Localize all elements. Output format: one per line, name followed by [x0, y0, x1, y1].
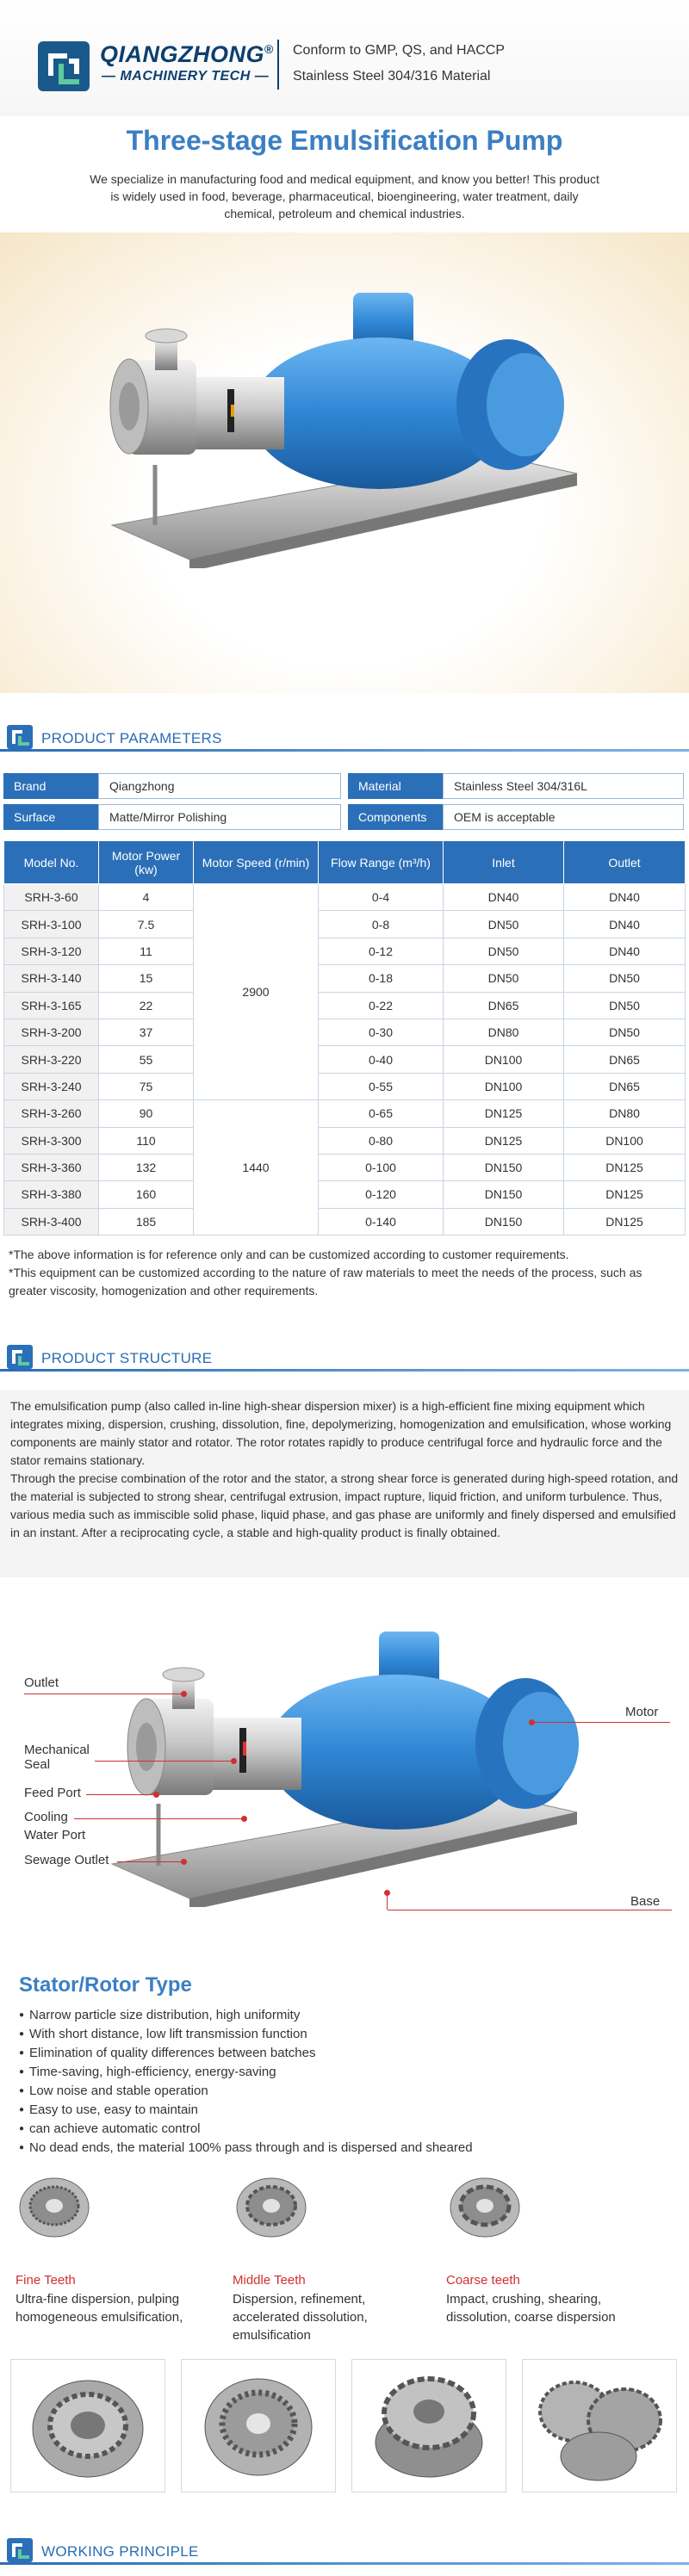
brand-name: QIANGZHONG®: [100, 41, 274, 67]
table-cell: 0-4: [319, 884, 444, 911]
feature-item: ● Time-saving, high-efficiency, energy-saving: [19, 2063, 473, 2082]
section-title: PRODUCT STRUCTURE: [41, 1350, 213, 1366]
table-row: [4, 1181, 686, 1208]
callout-line: [387, 1892, 388, 1910]
stator-set-image: [523, 2360, 676, 2492]
table-row: [4, 1073, 686, 1099]
table-cell: 132: [99, 1154, 194, 1180]
rotor-photo: [181, 2359, 336, 2492]
stator-photo: [10, 2359, 165, 2492]
page-title: Three-stage Emulsification Pump: [126, 125, 563, 156]
table-cell: SRH-3-380: [4, 1181, 99, 1208]
structure-text: [0, 1390, 689, 1577]
fine-teeth-label: Fine Teeth: [16, 2273, 76, 2288]
callout-base: Base: [630, 1894, 661, 1909]
table-cell: SRH-3-300: [4, 1127, 99, 1154]
info-value: Matte/Mirror Polishing: [98, 804, 341, 830]
table-cell: 7.5: [99, 911, 194, 938]
material-tag: Stainless Steel 304/316 Material: [293, 69, 491, 84]
table-cell: DN100: [444, 1073, 564, 1099]
spec-table: [3, 840, 686, 1235]
table-cell: 0-65: [319, 1100, 444, 1127]
callout-dot: [153, 1792, 159, 1798]
table-row: [4, 1019, 686, 1045]
table-cell: DN50: [564, 965, 686, 992]
info-label: Material: [348, 773, 443, 799]
fine-teeth-description: Ultra-fine dispersion, pulping homogeneous emulsification,: [16, 2292, 183, 2325]
table-cell: DN50: [444, 965, 564, 992]
table-cell: SRH-3-220: [4, 1046, 99, 1073]
table-cell: 55: [99, 1046, 194, 1073]
feature-item: ● can achieve automatic control: [19, 2120, 473, 2139]
info-label: Components: [348, 804, 443, 830]
stator-rotor-title: Stator/Rotor Type: [19, 1973, 192, 1997]
table-cell: DN65: [564, 1046, 686, 1073]
callout-feed-port: Feed Port: [24, 1786, 81, 1800]
brand-mark-icon: [7, 1345, 34, 1369]
callout-sewage-outlet: Sewage Outlet: [24, 1853, 109, 1867]
callout-dot: [231, 1758, 237, 1764]
table-cell: 185: [99, 1208, 194, 1235]
table-cell: DN150: [444, 1154, 564, 1180]
table-cell: 0-40: [319, 1046, 444, 1073]
logo-icon: [38, 41, 90, 91]
brand-mark-icon: [7, 725, 34, 749]
table-cell: SRH-3-165: [4, 992, 99, 1019]
info-row: [3, 804, 686, 830]
feature-item: ● No dead ends, the material 100% pass through and is dispersed and sheared: [19, 2139, 473, 2158]
table-cell: DN50: [564, 992, 686, 1019]
table-cell: DN50: [444, 911, 564, 938]
table-cell: DN150: [444, 1208, 564, 1235]
stator-image: [11, 2360, 164, 2492]
header: [0, 0, 689, 116]
table-cell: 0-18: [319, 965, 444, 992]
callout-line: [117, 1861, 183, 1862]
table-cell: SRH-3-120: [4, 938, 99, 964]
table-cell: DN40: [564, 911, 686, 938]
table-cell: 0-22: [319, 992, 444, 1019]
labeled-pump-image: [95, 1623, 611, 1907]
table-cell: 160: [99, 1181, 194, 1208]
logo-mark: [38, 41, 90, 91]
info-value: OEM is acceptable: [443, 804, 684, 830]
column-header: Inlet: [444, 841, 564, 884]
callout-motor: Motor: [625, 1705, 659, 1719]
info-label: Brand: [3, 773, 98, 799]
column-header: Motor Speed (r/min): [194, 841, 319, 884]
table-cell: 0-8: [319, 911, 444, 938]
info-row: [3, 773, 686, 799]
section-title: PRODUCT PARAMETERS: [41, 730, 222, 746]
speed-cell: 2900: [194, 884, 319, 1100]
table-cell: DN125: [444, 1127, 564, 1154]
table-cell: DN50: [564, 1019, 686, 1045]
table-cell: DN125: [564, 1208, 686, 1235]
table-row: [4, 884, 686, 911]
middle-teeth-label: Middle Teeth: [233, 2273, 306, 2288]
table-cell: DN65: [444, 992, 564, 1019]
table-cell: 0-100: [319, 1154, 444, 1180]
section-heading-working: [0, 2535, 689, 2569]
table-row: [4, 1100, 686, 1127]
compliance-tag: Conform to GMP, QS, and HACCP: [293, 43, 506, 58]
table-cell: SRH-3-60: [4, 884, 99, 911]
callout-line: [86, 1794, 155, 1795]
table-cell: DN40: [444, 884, 564, 911]
spec-info-grid: [3, 773, 686, 835]
structure-paragraph: The emulsification pump (also called in-line high-shear dispersion mixer) is a high-efficient fine mixing equipment which integrates mixing, dispersion, crushing, dissolution, fine, depolymerizing, homogenization and emulsification, whose working components are mainly stator and rotator. The rotor rotates rapidly to produce centrifugal force and hydraulic force and the stator remains stationary.: [10, 1399, 672, 1467]
section-divider: [0, 2562, 689, 2565]
note: *The above information is for reference only and can be customized according to customer requirements.: [9, 1248, 569, 1261]
table-cell: SRH-3-140: [4, 965, 99, 992]
table-cell: DN125: [444, 1100, 564, 1127]
callout-outlet: Outlet: [24, 1675, 59, 1690]
callout-line: [532, 1722, 670, 1723]
rotor-stator-image: [352, 2360, 506, 2492]
section-divider: [0, 749, 689, 752]
table-cell: SRH-3-100: [4, 911, 99, 938]
feature-item: ● Elimination of quality differences between batches: [19, 2044, 473, 2063]
table-cell: DN80: [444, 1019, 564, 1045]
feature-item: ● Easy to use, easy to maintain: [19, 2101, 473, 2120]
table-cell: DN150: [444, 1181, 564, 1208]
stator-set-photo: [522, 2359, 677, 2492]
callout-cooling-water-port: Cooling Water Port: [24, 1810, 86, 1842]
info-value: Stainless Steel 304/316L: [443, 773, 684, 799]
brand-mark-icon: [7, 2538, 34, 2562]
spec-table-body: [4, 884, 686, 1235]
table-cell: 0-12: [319, 938, 444, 964]
callout-dot: [241, 1816, 247, 1822]
table-cell: DN100: [444, 1046, 564, 1073]
feature-item: ● Narrow particle size distribution, high uniformity: [19, 2006, 473, 2025]
section-heading-structure: [0, 1341, 689, 1376]
table-cell: 110: [99, 1127, 194, 1154]
info-label: Surface: [3, 804, 98, 830]
section-title: WORKING PRINCIPLE: [41, 2543, 199, 2560]
coarse-teeth-image: [446, 2171, 524, 2240]
table-header-row: [4, 841, 686, 884]
callout-dot: [181, 1859, 187, 1865]
table-cell: 37: [99, 1019, 194, 1045]
table-row: [4, 992, 686, 1019]
column-header: Model No.: [4, 841, 99, 884]
table-cell: SRH-3-200: [4, 1019, 99, 1045]
structure-paragraph: Through the precise combination of the rotor and the stator, a strong shear force is generated during high-speed rotation, and the material is subjected to strong shear, centrifugal extrusion, impact rupture, liquid friction, and uniform turbulence. Thus, various media such as immiscible solid phase, liquid phase, and gas phase are uniformly and finely dispersed and emulsified in an instant. After a reciprocating cycle, a stable and high-quality product is finally obtained.: [10, 1471, 679, 1539]
table-cell: 0-80: [319, 1127, 444, 1154]
table-cell: SRH-3-260: [4, 1100, 99, 1127]
table-cell: 22: [99, 992, 194, 1019]
table-cell: DN65: [564, 1073, 686, 1099]
table-cell: DN100: [564, 1127, 686, 1154]
hero-description: We specialize in manufacturing food and medical equipment, and know you better! This product is widely used in food, beverage, pharmaceutical, bioengineering, water treatment, daily chemical, petroleum and chemical industries.: [90, 172, 599, 220]
table-row: [4, 911, 686, 938]
rotor-image: [182, 2360, 335, 2492]
table-cell: DN40: [564, 938, 686, 964]
table-cell: 0-55: [319, 1073, 444, 1099]
table-cell: 90: [99, 1100, 194, 1127]
callout-mechanical-seal: Mechanical Seal: [24, 1743, 90, 1772]
table-cell: DN80: [564, 1100, 686, 1127]
table-row: [4, 965, 686, 992]
table-cell: SRH-3-360: [4, 1154, 99, 1180]
section-heading-parameters: [0, 721, 689, 756]
table-row: [4, 938, 686, 964]
table-cell: DN50: [444, 938, 564, 964]
table-cell: DN125: [564, 1154, 686, 1180]
feature-item: ● Low noise and stable operation: [19, 2082, 473, 2101]
table-cell: SRH-3-240: [4, 1073, 99, 1099]
feature-item: ● With short distance, low lift transmission function: [19, 2025, 473, 2044]
table-cell: 4: [99, 884, 194, 911]
column-header: Flow Range (m³/h): [319, 841, 444, 884]
table-cell: DN125: [564, 1181, 686, 1208]
brand-subtitle: — MACHINERY TECH —: [102, 69, 270, 84]
table-cell: DN40: [564, 884, 686, 911]
info-value: Qiangzhong: [98, 773, 341, 799]
coarse-teeth-label: Coarse teeth: [446, 2273, 520, 2288]
table-row: [4, 1208, 686, 1235]
fine-teeth-image: [16, 2171, 93, 2240]
callout-dot: [529, 1719, 535, 1725]
table-cell: 15: [99, 965, 194, 992]
table-row: [4, 1127, 686, 1154]
table-row: [4, 1154, 686, 1180]
note: *This equipment can be customized according to the nature of raw materials to meet the needs of the process, such as greater viscosity, homogenization and other requirements.: [9, 1266, 642, 1297]
section-divider: [0, 1369, 689, 1372]
callout-dot: [181, 1691, 187, 1697]
middle-teeth-description: Dispersion, refinement, accelerated dissolution, emulsification: [233, 2292, 368, 2343]
speed-cell: 1440: [194, 1100, 319, 1235]
coarse-teeth-description: Impact, crushing, shearing, dissolution, coarse dispersion: [446, 2292, 616, 2325]
table-cell: 11: [99, 938, 194, 964]
table-cell: SRH-3-400: [4, 1208, 99, 1235]
column-header: Outlet: [564, 841, 686, 884]
table-cell: 0-30: [319, 1019, 444, 1045]
middle-teeth-image: [233, 2171, 310, 2240]
table-cell: 0-140: [319, 1208, 444, 1235]
table-cell: 0-120: [319, 1181, 444, 1208]
rotor-stator-photo: [351, 2359, 506, 2492]
feature-list: [19, 2006, 473, 2158]
table-notes: [9, 1246, 680, 1300]
header-divider: [277, 40, 279, 90]
table-cell: 75: [99, 1073, 194, 1099]
callout-line: [95, 1761, 233, 1762]
column-header: Motor Power (kw): [99, 841, 194, 884]
hero-pump-image: [95, 276, 611, 568]
table-row: [4, 1046, 686, 1073]
callout-line: [74, 1818, 243, 1819]
